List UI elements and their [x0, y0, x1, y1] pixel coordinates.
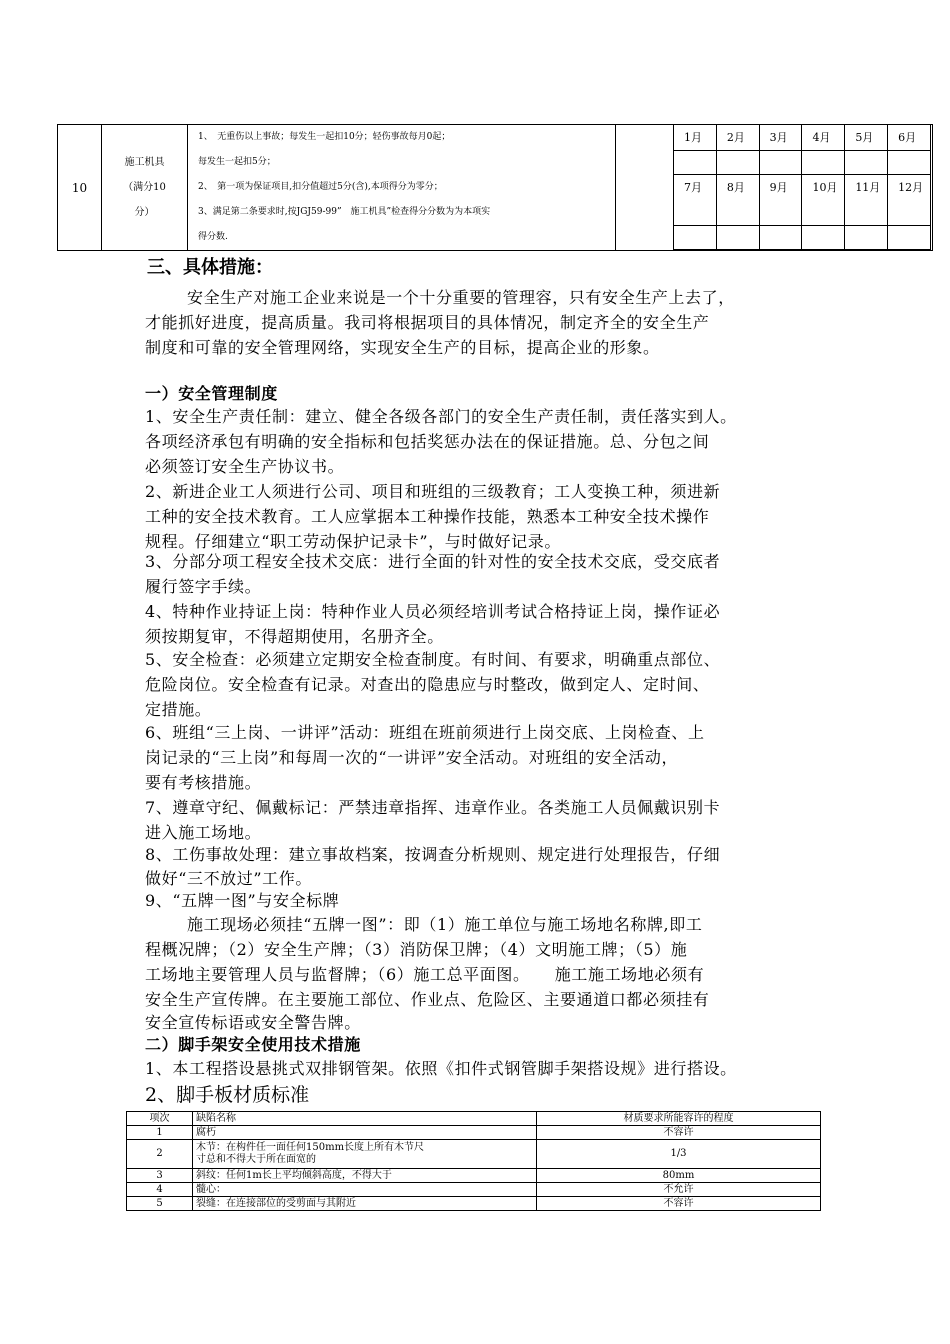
rule-line: 安全生产宣传牌。在主要施工部位、作业点、危险区、主要通道口都必须挂有	[145, 990, 710, 1009]
rule-line: 进入施工场地。	[145, 823, 262, 842]
rule-line: 5、安全检查：必须建立定期安全检查制度。有时间、有要求，明确重点部位、	[145, 650, 721, 669]
month-label: 3月	[759, 125, 802, 151]
rule-line: 要有考核措施。	[145, 773, 262, 792]
month-score-cell	[716, 226, 759, 250]
month-score-cell	[802, 226, 845, 250]
month-label: 9月	[759, 175, 802, 226]
item-number: 10	[58, 125, 102, 251]
rule-line: 履行签字手续。	[145, 577, 262, 596]
part2-heading: 二）脚手架安全使用技术措施	[145, 1035, 361, 1054]
monthly-score-grid	[674, 125, 933, 251]
rule-line: 6、班组“三上岗、一讲评”活动：班组在班前须进行上岗交底、上岗检查、上	[145, 723, 705, 742]
rule-line: 施工现场必须挂“五牌一图”：即（1）施工单位与施工场地名称牌,即工	[187, 915, 703, 934]
month-score-cell	[888, 226, 931, 250]
rule-line: 定措施。	[145, 700, 212, 719]
rule-line: 1、安全生产责任制：建立、健全各级各部门的安全生产责任制，责任落实到人。	[145, 407, 737, 426]
month-score-cell	[674, 226, 717, 250]
intro-line: 制度和可靠的安全管理网络，实现安全生产的目标，提高企业的形象。	[145, 338, 660, 357]
month-label: 12月	[888, 175, 931, 226]
month-score-cell	[716, 151, 759, 175]
month-label: 11月	[845, 175, 888, 226]
rule-line: 程概况牌；（2）安全生产牌；（3）消防保卫牌；（4）文明施工牌；（5）施	[145, 940, 688, 959]
rule-line: 8、工伤事故处理：建立事故档案，按调查分析规则、规定进行处理报告，仔细	[145, 845, 721, 864]
table-row: 4 髓心： 不允许	[127, 1183, 821, 1197]
scoring-standard: 1、 无重伤以上事故；每发生一起扣10分；轻伤事故每月0起； 每发生一起扣5分； 2、 第一项为保证项目,扣分值超过5分(含),本项得分为零分； 3、满足第二条要求时,按JGJ59-99” 施工机具”检查得分分数为为本项实 得分数.	[188, 125, 616, 251]
table-row: 2 木节：在构件任一面任何150mm长度上所有木节尺 寸总和不得大于所在面宽的 1/3	[127, 1140, 821, 1169]
month-grid	[673, 124, 931, 250]
month-label: 10月	[802, 175, 845, 226]
rule-line: 2、新进企业工人须进行公司、项目和班组的三级教育；工人变换工种，须进新	[145, 482, 721, 501]
table-row: 1 腐朽 不容许	[127, 1126, 821, 1140]
month-score-cell	[845, 226, 888, 250]
month-label: 7月	[674, 175, 717, 226]
col-header: 材质要求所能容许的程度	[537, 1112, 821, 1126]
rule-line: 3、分部分项工程安全技术交底：进行全面的针对性的安全技术交底，受交底者	[145, 552, 721, 571]
section-heading: 三、具体措施：	[147, 257, 273, 278]
col-header: 项次	[127, 1112, 193, 1126]
rule-line: 工场地主要管理人员与监督牌；（6）施工总平面图。 施工施工场地必须有	[145, 965, 705, 984]
inspection-score-table	[57, 124, 933, 251]
board-standard-heading: 2、脚手板材质标准	[145, 1084, 310, 1106]
month-score-cell	[888, 151, 931, 175]
rule-line: 规程。仔细建立“职工劳动保护记录卡”，与时做好记录。	[145, 532, 561, 551]
deduction-cell	[616, 125, 674, 251]
part2-line: 1、本工程搭设悬挑式双排钢管架。依照《扣件式钢管脚手架搭设规》进行搭设。	[145, 1059, 737, 1078]
rule-line: 做好“三不放过”工作。	[145, 869, 312, 888]
month-label: 6月	[888, 125, 931, 151]
rule-line: 安全宣传标语或安全警告牌。	[145, 1013, 361, 1032]
intro-line: 才能抓好进度，提高质量。我司将根据项目的具体情况，制定齐全的安全生产	[145, 313, 710, 332]
rule-line: 必须签订安全生产协议书。	[145, 457, 345, 476]
rule-line: 各项经济承包有明确的安全指标和包括奖惩办法在的保证措施。总、分包之间	[145, 432, 710, 451]
month-label: 1月	[674, 125, 717, 151]
month-label: 5月	[845, 125, 888, 151]
intro-line: 安全生产对施工企业来说是一个十分重要的管理容，只有安全生产上去了，	[187, 288, 735, 307]
month-score-cell	[759, 151, 802, 175]
table-row: 5 裂缝：在连接部位的受剪面与其附近 不容许	[127, 1197, 821, 1211]
rule-line: 工种的安全技术教育。工人应掌据本工种操作技能，熟悉本工种安全技术操作	[145, 507, 710, 526]
scaffold-board-defect-table	[126, 1111, 821, 1211]
rule-line: 须按期复审，不得超期使用，名册齐全。	[145, 627, 444, 646]
month-score-cell	[802, 151, 845, 175]
month-score-cell	[759, 226, 802, 250]
col-header: 缺陷名称	[193, 1112, 537, 1126]
rule-line: 危险岗位。安全检查有记录。对查出的隐患应与时整改，做到定人、定时间、	[145, 675, 710, 694]
rule-line: 岗记录的“三上岗”和每周一次的“一讲评”安全活动。对班组的安全活动，	[145, 748, 679, 767]
rule-line: 9、“五牌一图”与安全标牌	[145, 891, 340, 910]
month-label: 8月	[716, 175, 759, 226]
month-score-cell	[674, 151, 717, 175]
item-name: 施工机具 （满分10 分）	[102, 125, 188, 251]
rule-line: 7、遵章守纪、佩戴标记：严禁违章指挥、违章作业。各类施工人员佩戴识别卡	[145, 798, 721, 817]
table-row: 3 斜纹：任何1m长上平均倾斜高度，不得大于 80mm	[127, 1169, 821, 1183]
month-label: 4月	[802, 125, 845, 151]
part1-heading: 一）安全管理制度	[145, 384, 278, 403]
month-score-cell	[845, 151, 888, 175]
rule-line: 4、特种作业持证上岗：特种作业人员必须经培训考试合格持证上岗，操作证必	[145, 602, 721, 621]
month-label: 2月	[716, 125, 759, 151]
